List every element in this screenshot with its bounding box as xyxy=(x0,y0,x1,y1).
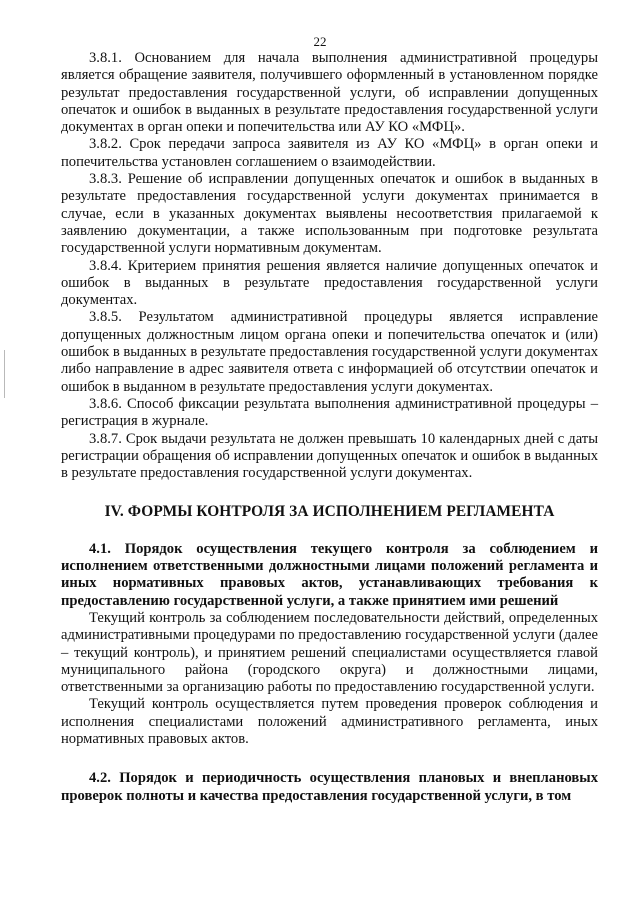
paragraph-3-8-4: 3.8.4. Критерием принятия решения является наличие допущенных опечаток и ошибок в выданных в результате предоставления государственной услуги документах. xyxy=(61,257,598,309)
document-body xyxy=(61,50,598,805)
paragraph-3-8-5: 3.8.5. Результатом административной процедуры является исправление допущенных должностным лицом органа опеки и попечительства опечаток и (или) ошибок в выданных в результате предоставления государственной услуги документах либо направление в адрес заявителя ответа с информацией об отсутствии опечаток и ошибок в выданном в результате предоставления услуги документах. xyxy=(61,309,598,395)
paragraph-3-8-6: 3.8.6. Способ фиксации результата выполнения административной процедуры – регистрация в журнале. xyxy=(61,395,598,430)
paragraph-3-8-7: 3.8.7. Срок выдачи результата не должен превышать 10 календарных дней с даты регистрации обращения об исправлении допущенных опечаток и ошибок в выданных в результате предоставления государственной услуги документах. xyxy=(61,430,598,482)
paragraph-3-8-2: 3.8.2. Срок передачи запроса заявителя из АУ КО «МФЦ» в орган опеки и попечительства установлен соглашением о взаимодействии. xyxy=(61,136,598,170)
paragraph-4-1-2: Текущий контроль осуществляется путем проведения проверок соблюдения и исполнения специалистами положений административного регламента, иных нормативных правовых актов. xyxy=(61,696,598,747)
subsection-4-2-heading: 4.2. Порядок и периодичность осуществления плановых и внеплановых проверок полноты и качества предоставления государственной услуги, в том xyxy=(61,770,598,804)
subsection-4-1-heading: 4.1. Порядок осуществления текущего контроля за соблюдением и исполнением ответственными должностными лицами положений регламента и иных нормативных правовых актов, устанавливающих требования к предоставлению государственной услуги, а также принятием ими решений xyxy=(61,540,598,609)
paragraph-4-1-1: Текущий контроль за соблюдением последовательности действий, определенных административными процедурами по предоставлению государственной услуги (далее – текущий контроль), и принятием решений специалистами осуществляется главой муниципального района (городского округа) и должностными лицами, ответственными за организацию работы по предоставлению государственной услуги. xyxy=(61,609,598,696)
paragraph-3-8-3: 3.8.3. Решение об исправлении допущенных опечаток и ошибок в выданных в результате предоставления государственной услуги документах принимается в случае, если в указанных документах выявлены несоответствия прилагаемой к заявлению документации, а также использованным при подготовке результата государственной услуги нормативным документам. xyxy=(61,171,598,257)
paragraph-3-8-1: 3.8.1. Основанием для начала выполнения административной процедуры является обращение заявителя, получившего оформленный в установленном порядке результат предоставления государственной услуги, об исправлении допущенных опечаток и ошибок в выданных в результате предоставления государственной услуги документах в орган опеки и попечительства или АУ КО «МФЦ». xyxy=(61,50,598,136)
section-title: IV. ФОРМЫ КОНТРОЛЯ ЗА ИСПОЛНЕНИЕМ РЕГЛАМЕНТА xyxy=(104,503,555,521)
margin-mark xyxy=(4,350,5,398)
page-number: 22 xyxy=(313,34,327,49)
